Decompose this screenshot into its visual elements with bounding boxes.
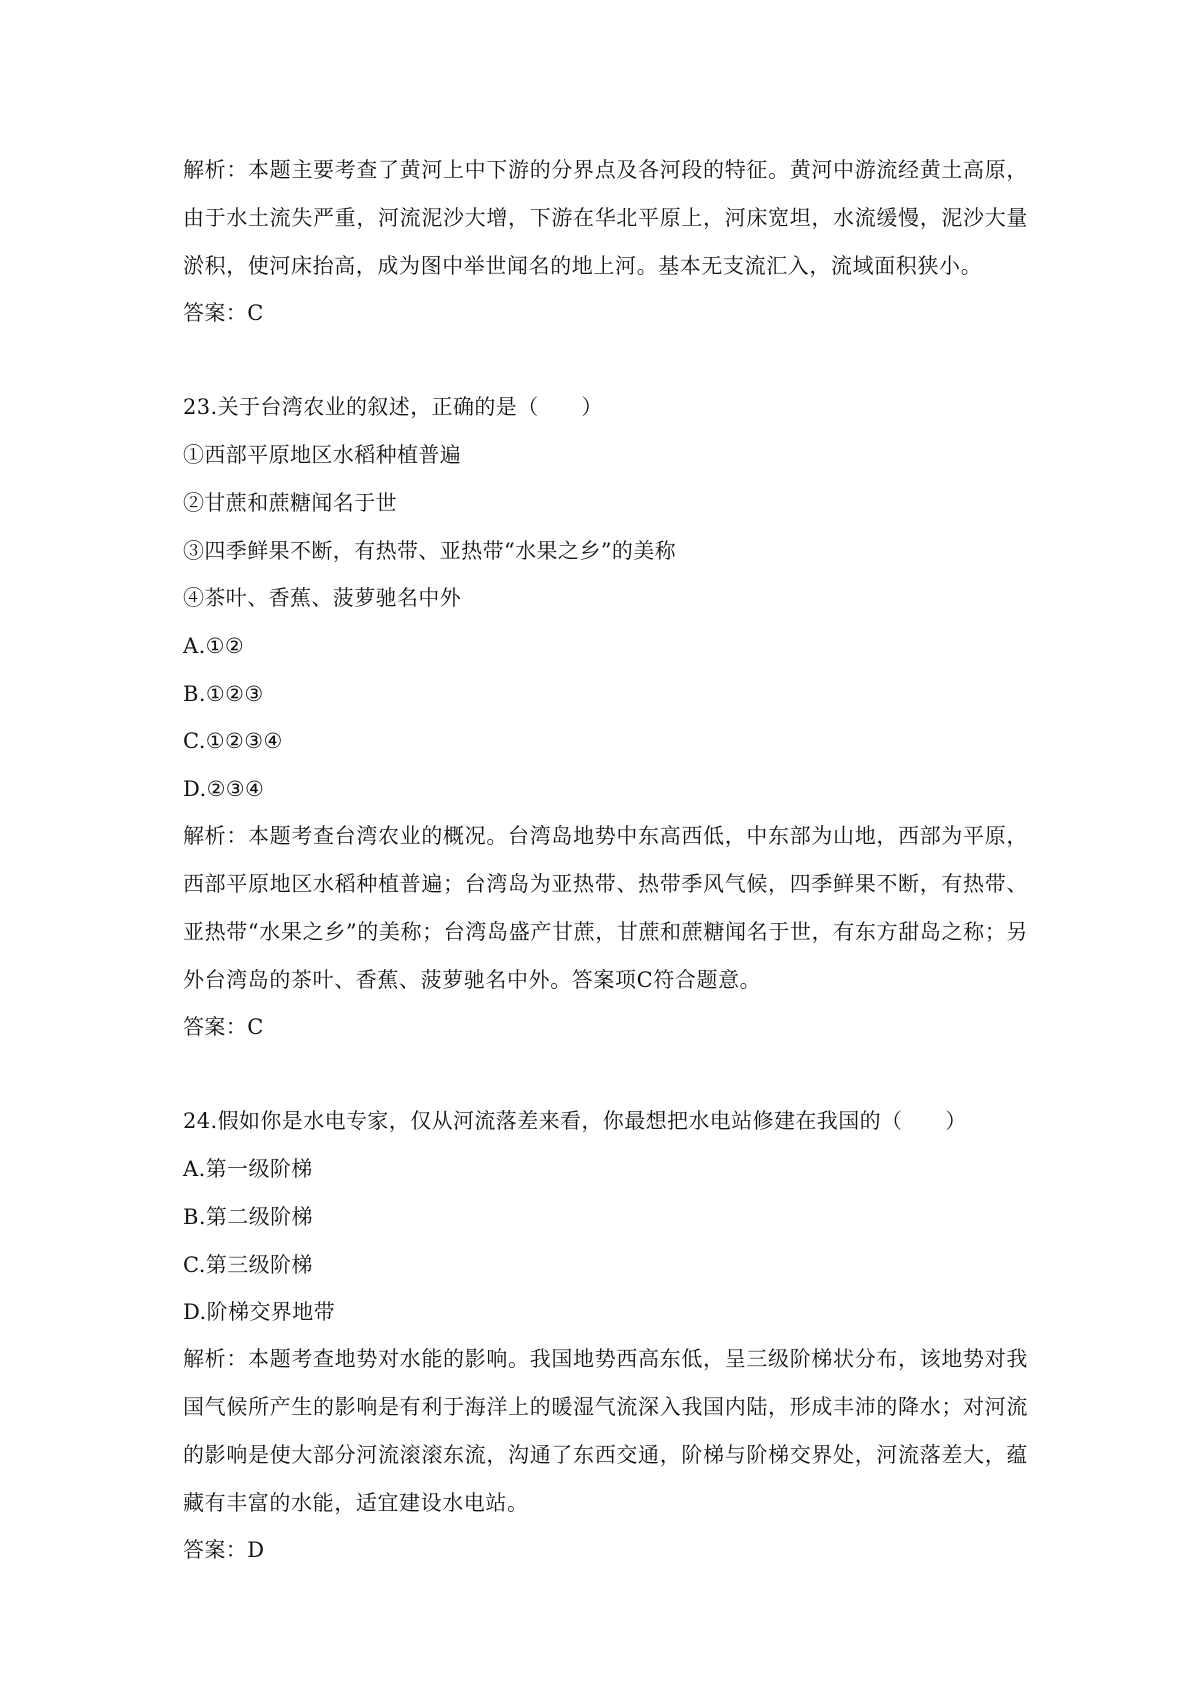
q24-stem: 24.假如你是水电专家，仅从河流落差来看，你最想把水电站修建在我国的（ ） (183, 1109, 967, 1133)
q23-statement-1: ①西部平原地区水稻种植普遍 (183, 443, 462, 467)
q23-statement-2: ②甘蔗和蔗糖闻名于世 (183, 491, 397, 515)
q22-analysis: 解析：本题主要考查了黄河上中下游的分界点及各河段的特征。黄河中游流经黄土高原，由于水土流失严重，河流泥沙大增，下游在华北平原上，河床宽坦，水流缓慢，泥沙大量淤积，使河床抬高，成为图中举世闻名的地上河。基本无支流汇入，流域面积狭小。 (183, 158, 1028, 278)
q24-answer: 答案：D (183, 1538, 265, 1562)
q23-option-d: D.②③④ (183, 777, 265, 801)
q23-analysis: 解析：本题考查台湾农业的概况。台湾岛地势中东高西低，中东部为山地，西部为平原，西部平原地区水稻种植普遍；台湾岛为亚热带、热带季风气候，四季鲜果不断，有热带、亚热带“水果之乡”的美称；台湾岛盛产甘蔗，甘蔗和蔗糖闻名于世，有东方甜岛之称；另外台湾岛的茶叶、香蕉、菠萝驰名中外。答案项C符合题意。 (183, 824, 1028, 992)
q24-option-b: B.第二级阶梯 (183, 1205, 313, 1229)
q23-answer: 答案：C (183, 1015, 264, 1039)
q23-statement-4: ④茶叶、香蕉、菠萝驰名中外 (183, 586, 462, 610)
q23-option-b: B.①②③ (183, 682, 264, 706)
q24-analysis: 解析：本题考查地势对水能的影响。我国地势西高东低，呈三级阶梯状分布，该地势对我国气候所产生的影响是有利于海洋上的暖湿气流深入我国内陆，形成丰沛的降水；对河流的影响是使大部分河流滚滚东流，沟通了东西交通，阶梯与阶梯交界处，河流落差大，蕴藏有丰富的水能，适宜建设水电站。 (183, 1347, 1028, 1515)
q24-option-d: D.阶梯交界地带 (183, 1300, 335, 1324)
q24-option-c: C.第三级阶梯 (183, 1253, 313, 1277)
q22-answer: 答案：C (183, 301, 264, 325)
q24-option-a: A.第一级阶梯 (183, 1157, 313, 1181)
q23-option-c: C.①②③④ (183, 729, 283, 753)
q23-stem: 23.关于台湾农业的叙述，正确的是（ ） (183, 395, 603, 419)
q23-statement-3: ③四季鲜果不断，有热带、亚热带“水果之乡”的美称 (183, 539, 677, 563)
q23-option-a: A.①② (183, 634, 245, 658)
